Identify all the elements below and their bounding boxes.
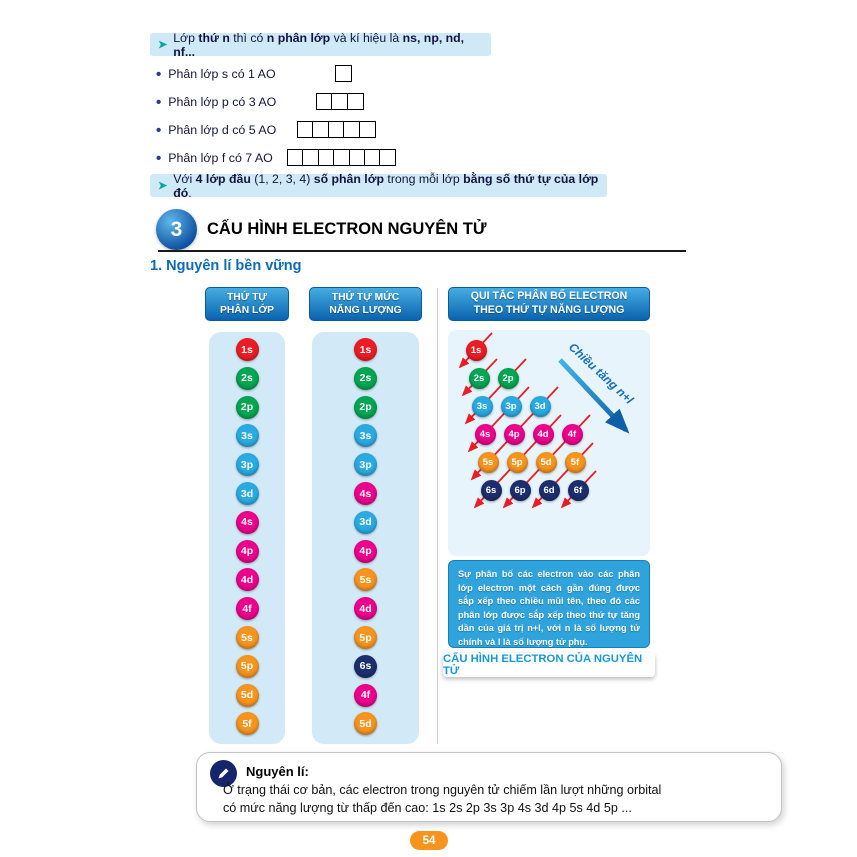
orbital-5d: 5d (354, 712, 377, 735)
orbital-5s: 5s (354, 568, 377, 591)
ao-box (347, 93, 364, 110)
orbital-5d: 5d (236, 684, 259, 707)
orbital-1s: 1s (236, 338, 259, 361)
banner1-text: Lớp thứ n thì có n phân lớp và kí hiệu là ns, np, nd, nf... (173, 30, 465, 59)
orbital-3d: 3d (236, 482, 259, 505)
ao-boxes (335, 65, 352, 82)
energy-order-diagram (448, 330, 650, 556)
section-underline (158, 250, 686, 252)
bullet-dot-icon: • (156, 121, 162, 139)
bullet-dot-icon: • (156, 93, 162, 111)
orbital-2s: 2s (469, 368, 490, 389)
arrow-bullet-icon: ➤ (158, 180, 168, 192)
orbital-4d: 4d (354, 597, 377, 620)
column1-header: THỨ TỰ PHÂN LỚP (205, 287, 289, 321)
subsection-title: 1. Nguyên lí bền vững (150, 258, 302, 274)
orbital-1s: 1s (466, 340, 487, 361)
orbital-3s: 3s (472, 396, 493, 417)
orbital-6p: 6p (510, 480, 531, 501)
orbital-5f: 5f (565, 452, 586, 473)
n-plus-l-arrow-label: Chiều tăng n+l (565, 339, 637, 407)
ao-list-item (150, 116, 490, 144)
orbital-6s: 6s (354, 655, 377, 678)
orbital-2s: 2s (354, 367, 377, 390)
orbital-3p: 3p (236, 453, 259, 476)
ao-boxes (297, 121, 376, 138)
ao-item-label: Phân lớp d có 5 AO (168, 123, 277, 137)
ao-list-item (150, 60, 490, 88)
orbital-2p: 2p (354, 396, 377, 419)
principle-text-line1: Ở trạng thái cơ bản, các electron trong nguyên tử chiếm lần lượt những orbital (223, 783, 662, 797)
note-banner-layers (150, 30, 491, 59)
orbital-4d: 4d (236, 568, 259, 591)
banner2-text: Với 4 lớp đầu (1, 2, 3, 4) số phân lớp trong mỗi lớp bằng số thứ tự của lớp đó. (173, 171, 599, 200)
orbital-4d: 4d (533, 424, 554, 445)
orbital-4f: 4f (236, 597, 259, 620)
orbital-4p: 4p (354, 540, 377, 563)
rule-header: QUI TẮC PHÂN BỐ ELECTRON THEO THỨ TỰ NĂNG LƯỢNG (448, 287, 650, 321)
ao-list-item (150, 144, 490, 172)
principle-box (196, 752, 782, 822)
orbital-4s: 4s (354, 482, 377, 505)
section-number-badge: 3 (156, 209, 197, 250)
orbital-3s: 3s (354, 424, 377, 447)
bullet-dot-icon: • (156, 65, 162, 83)
orbital-5p: 5p (354, 626, 377, 649)
subshell-order-column (209, 332, 285, 744)
ao-item-label: Phân lớp p có 3 AO (168, 95, 277, 109)
ao-item-label: Phân lớp f có 7 AO (168, 151, 273, 165)
orbital-4f: 4f (562, 424, 583, 445)
orbital-4f: 4f (354, 684, 377, 707)
principle-text-line2: có mức năng lượng từ thấp đến cao: 1s 2s 2p 3s 3p 4s 3d 4p 5s 4d 5p ... (223, 801, 632, 815)
orbital-4p: 4p (236, 540, 259, 563)
column2-header: THỨ TỰ MỨC NĂNG LƯỢNG (309, 287, 422, 321)
page-number: 54 (410, 831, 448, 850)
orbital-2s: 2s (236, 367, 259, 390)
ao-boxes (316, 93, 364, 110)
orbital-6d: 6d (539, 480, 560, 501)
ao-list (150, 60, 490, 174)
orbital-2p: 2p (498, 368, 519, 389)
orbital-3p: 3p (501, 396, 522, 417)
note-banner-sublayers (150, 171, 607, 200)
orbital-2p: 2p (236, 396, 259, 419)
orbital-6s: 6s (481, 480, 502, 501)
section-title: CẤU HÌNH ELECTRON NGUYÊN TỬ (207, 220, 487, 238)
column-divider (437, 288, 438, 744)
orbital-5f: 5f (236, 712, 259, 735)
orbital-5s: 5s (478, 452, 499, 473)
bullet-dot-icon: • (156, 149, 162, 167)
orbital-4p: 4p (504, 424, 525, 445)
orbital-5s: 5s (236, 626, 259, 649)
orbital-3d: 3d (354, 511, 377, 534)
orbital-5p: 5p (507, 452, 528, 473)
ao-box (379, 149, 396, 166)
orbital-3d: 3d (530, 396, 551, 417)
energy-order-column (312, 332, 419, 744)
orbital-5d: 5d (536, 452, 557, 473)
ao-box (359, 121, 376, 138)
ao-boxes (287, 149, 396, 166)
orbital-4s: 4s (236, 511, 259, 534)
ao-box (335, 65, 352, 82)
distribution-note: Sự phân bố các electron vào các phân lớp electron một cách gần đúng được sắp xếp theo chiều mũi tên, theo đó các phân lớp được sắp xếp theo thứ tự tăng dần của giá trị n+l, với n là số lượng tử chính và l là số lượng tử phụ. (448, 560, 650, 648)
principle-title: Nguyên lí: (246, 764, 309, 779)
ao-item-label: Phân lớp s có 1 AO (168, 67, 276, 81)
ao-list-item (150, 88, 490, 116)
orbital-3p: 3p (354, 453, 377, 476)
orbital-3s: 3s (236, 424, 259, 447)
orbital-6f: 6f (568, 480, 589, 501)
orbital-4s: 4s (475, 424, 496, 445)
orbital-1s: 1s (354, 338, 377, 361)
orbital-5p: 5p (236, 655, 259, 678)
arrow-bullet-icon: ➤ (158, 39, 168, 51)
diagram-caption: CẤU HÌNH ELECTRON CỦA NGUYÊN TỬ (443, 653, 655, 677)
